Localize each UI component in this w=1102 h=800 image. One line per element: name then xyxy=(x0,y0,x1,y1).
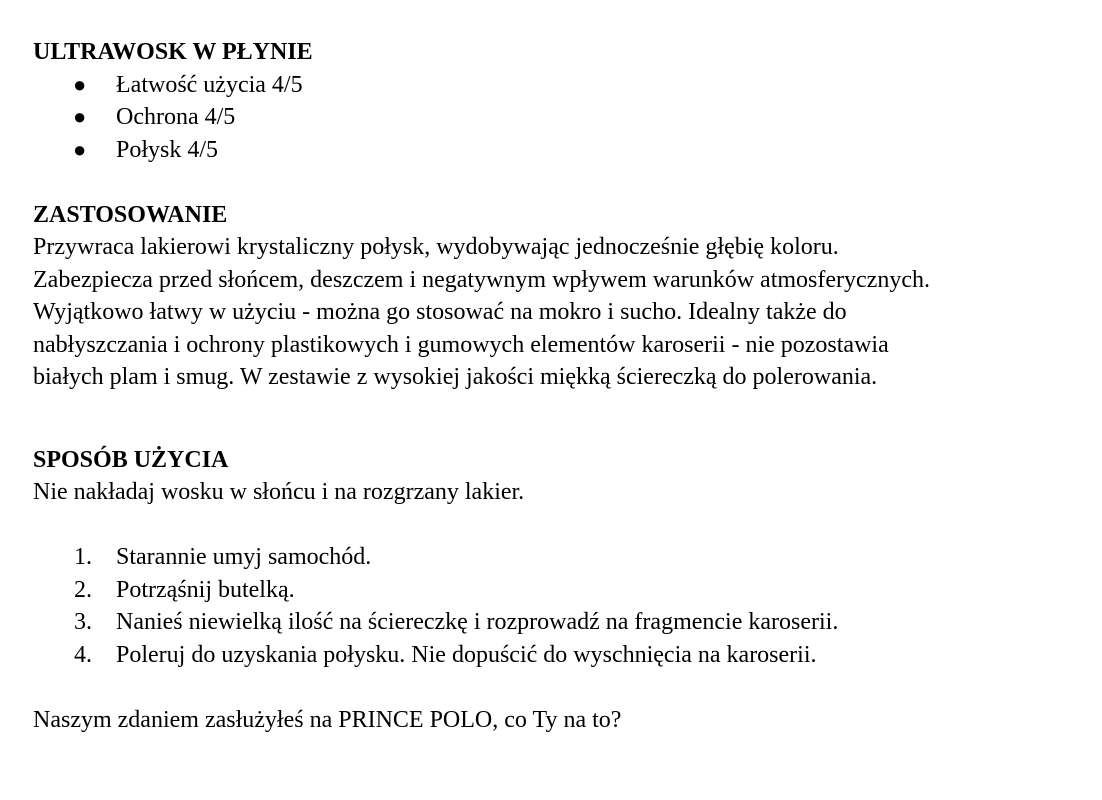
steps-list xyxy=(33,541,1093,671)
paragraph-line: Przywraca lakierowi krystaliczny połysk, wydobywając jednocześnie głębię koloru. xyxy=(33,234,839,260)
rating-text: Łatwość użycia 4/5 xyxy=(116,71,303,98)
step-text: Nanieś niewielką ilość na ściereczkę i rozprowadź na fragmencie karoserii. xyxy=(116,609,839,635)
section-title-sposob-uzycia: SPOSÓB UŻYCIA xyxy=(33,446,229,473)
list-item xyxy=(33,101,1093,134)
list-item xyxy=(33,606,1093,639)
spacer xyxy=(33,509,1093,542)
rating-list xyxy=(33,69,1093,167)
step-number: 1. xyxy=(74,544,92,570)
paragraph-line: Wyjątkowo łatwy w użyciu - można go stosować na mokro i sucho. Idealny także do xyxy=(33,299,847,325)
usage-intro: Nie nakładaj wosku w słońcu i na rozgrzany lakier. xyxy=(33,479,525,505)
paragraph-line: nabłyszczania i ochrony plastikowych i gumowych elementów karoserii - nie pozostawia xyxy=(33,331,889,358)
closing-line: Naszym zdaniem zasłużyłeś na PRINCE POLO, co Ty na to? xyxy=(33,706,622,733)
bullet-icon: ● xyxy=(73,136,87,162)
step-text: Starannie umyj samochód. xyxy=(116,544,372,570)
list-item xyxy=(33,134,1093,167)
bullet-icon: ● xyxy=(73,104,87,129)
list-item xyxy=(33,639,1093,672)
step-text: Potrząśnij butelką. xyxy=(116,576,295,603)
list-item xyxy=(33,69,1093,102)
step-number: 2. xyxy=(74,576,92,603)
document-page xyxy=(33,36,1093,736)
list-item xyxy=(33,574,1093,607)
description-paragraph xyxy=(33,231,1093,394)
spacer xyxy=(33,394,1093,444)
spacer xyxy=(33,671,1093,704)
section-title-zastosowanie: ZASTOSOWANIE xyxy=(33,201,228,228)
spacer xyxy=(33,166,1093,199)
bullet-icon: ● xyxy=(73,71,87,97)
step-number: 4. xyxy=(74,641,92,668)
rating-text: Ochrona 4/5 xyxy=(116,104,236,130)
list-item xyxy=(33,541,1093,574)
paragraph-line: białych plam i smug. W zestawie z wysokiej jakości miękką ściereczką do polerowania. xyxy=(33,364,878,390)
section-title-ultrawosk: ULTRAWOSK W PŁYNIE xyxy=(33,39,313,65)
rating-text: Połysk 4/5 xyxy=(116,136,219,163)
paragraph-line: Zabezpiecza przed słońcem, deszczem i negatywnym wpływem warunków atmosferycznych. xyxy=(33,266,930,293)
step-text: Poleruj do uzyskania połysku. Nie dopuścić do wyschnięcia na karoserii. xyxy=(116,641,817,668)
step-number: 3. xyxy=(74,609,92,635)
